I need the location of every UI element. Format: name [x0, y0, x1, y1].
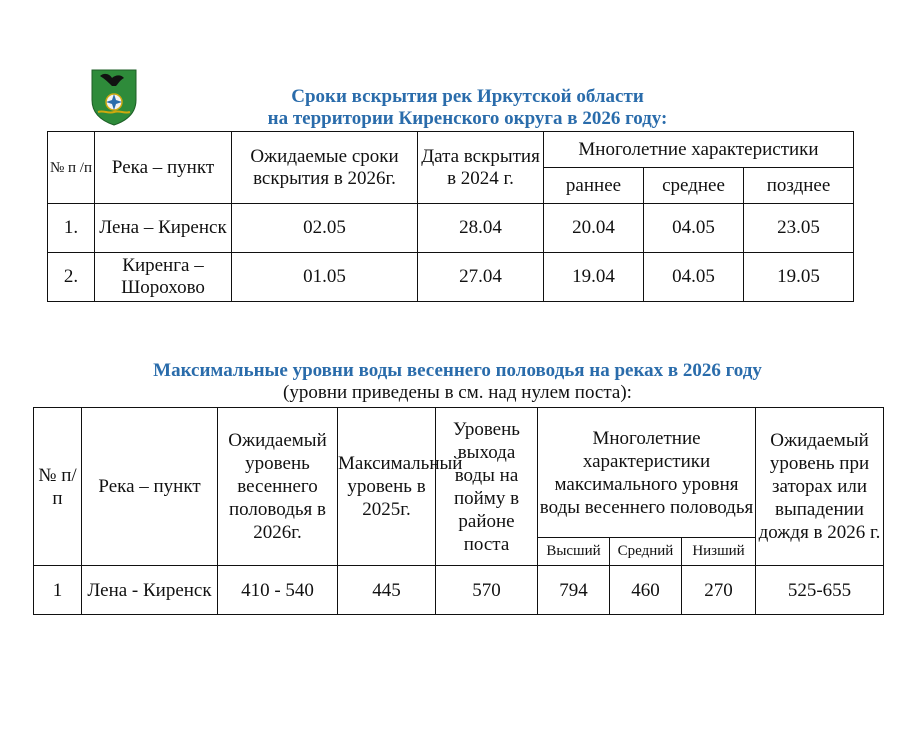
cell-average: 04.05	[644, 253, 744, 302]
table2-title-main: Максимальные уровни воды весеннего половодья на реках в 2026 году	[153, 360, 762, 381]
table-row	[48, 253, 854, 302]
header-floodplain: Уровень выхода воды на пойму в районе поста	[436, 408, 538, 566]
header-average: среднее	[644, 168, 744, 204]
cell-highest: 794	[538, 566, 610, 615]
header-highest: Высший	[538, 538, 610, 566]
cell-num: 2.	[48, 253, 95, 302]
table2-title	[30, 360, 885, 404]
table1-title	[150, 86, 785, 130]
header-lowest: Низший	[682, 538, 756, 566]
cell-expected: 01.05	[232, 253, 418, 302]
cell-late: 19.05	[744, 253, 854, 302]
header-expected-level: Ожидаемый уровень весеннего половодья в 2026г.	[218, 408, 338, 566]
cell-num: 1.	[48, 204, 95, 253]
header-river: Река – пункт	[95, 132, 232, 204]
header-date-2024: Дата вскрытия в 2024 г.	[418, 132, 544, 204]
cell-lowest: 270	[682, 566, 756, 615]
header-num: № п /п	[48, 132, 95, 204]
table-row	[48, 204, 854, 253]
cell-max-2025: 445	[338, 566, 436, 615]
coat-of-arms-logo	[88, 66, 140, 126]
cell-early: 19.04	[544, 253, 644, 302]
header-average: Средний	[610, 538, 682, 566]
header-expected: Ожидаемые сроки вскрытия в 2026г.	[232, 132, 418, 204]
cell-floodplain: 570	[436, 566, 538, 615]
river-opening-table	[47, 131, 854, 302]
cell-early: 20.04	[544, 204, 644, 253]
cell-average: 460	[610, 566, 682, 615]
max-water-level-table	[33, 407, 884, 615]
cell-average: 04.05	[644, 204, 744, 253]
cell-date-2024: 28.04	[418, 204, 544, 253]
header-max-2025: Максимальный уровень в 2025г.	[338, 408, 436, 566]
table-row	[34, 566, 884, 615]
table2-title-sub: (уровни приведены в см. над нулем поста):	[283, 382, 632, 403]
cell-num: 1	[34, 566, 82, 615]
cell-expected: 02.05	[232, 204, 418, 253]
cell-date-2024: 27.04	[418, 253, 544, 302]
table1-title-line1: Сроки вскрытия рек Иркутской области	[291, 86, 644, 107]
header-num: № п/п	[34, 408, 82, 566]
header-late: позднее	[744, 168, 854, 204]
cell-late: 23.05	[744, 204, 854, 253]
header-longterm: Многолетние характеристики	[544, 132, 854, 168]
header-early: раннее	[544, 168, 644, 204]
header-longterm-max: Многолетние характеристики максимального уровня воды весеннего половодья	[538, 408, 756, 538]
cell-expected-level: 410 - 540	[218, 566, 338, 615]
table1-title-line2: на территории Киренского округа в 2026 году:	[267, 108, 668, 129]
header-river: Река – пункт	[82, 408, 218, 566]
cell-river: Лена – Киренск	[95, 204, 232, 253]
cell-river: Киренга – Шорохово	[95, 253, 232, 302]
cell-jam-level: 525-655	[756, 566, 884, 615]
cell-river: Лена - Киренск	[82, 566, 218, 615]
header-jam-level: Ожидаемый уровень при заторах или выпадении дождя в 2026 г.	[756, 408, 884, 566]
